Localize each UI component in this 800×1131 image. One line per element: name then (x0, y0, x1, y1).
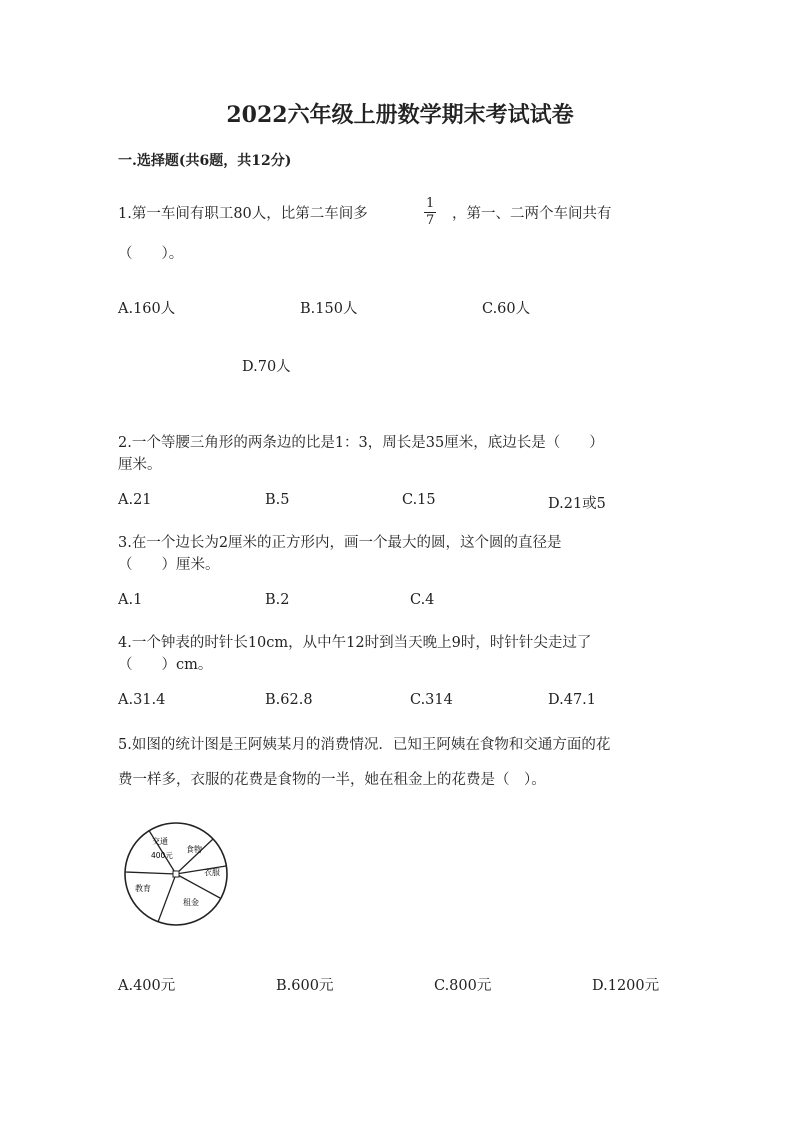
question-1-fraction (424, 196, 436, 229)
q4-option-c: C.314 (410, 692, 453, 708)
fraction-numerator: 1 (426, 196, 435, 211)
question-5-line-2: 费一样多，衣服的花费是食物的一半，她在租金上的花费是（ ）。 (118, 772, 546, 788)
q1-option-b: B.150人 (300, 301, 358, 317)
pie-center-marker (173, 871, 179, 877)
q5-option-d: D.1200元 (592, 978, 660, 994)
q2-option-a: A.21 (118, 492, 152, 508)
fraction-denominator: 7 (426, 213, 435, 228)
pie-label-jiaotong-amount: 400元 (151, 851, 173, 860)
question-1-text-c: （ ）。 (118, 246, 184, 262)
page-title: 2022六年级上册数学期末考试试卷 (226, 102, 574, 128)
pie-label-zujin: 租金 (183, 898, 199, 907)
pie-label-jiaoyu: 教育 (135, 884, 151, 893)
expense-pie-chart (120, 818, 245, 933)
question-2-line-2: 厘米。 (118, 457, 162, 473)
pie-divider-zujin-jiaoyu (158, 874, 176, 922)
q4-option-d: D.47.1 (548, 692, 597, 708)
q5-option-b: B.600元 (276, 978, 334, 994)
section-heading: 一.选择题(共6题，共12分) (118, 153, 292, 169)
q1-option-a: A.160人 (118, 301, 176, 317)
pie-divider-yifu-zujin (176, 874, 220, 898)
q3-option-a: A.1 (118, 592, 143, 608)
q5-option-a: A.400元 (118, 978, 176, 994)
q1-option-c: C.60人 (482, 301, 531, 317)
pie-label-shiwu: 食物 (186, 845, 202, 854)
q2-option-c: C.15 (402, 492, 436, 508)
q4-option-b: B.62.8 (265, 692, 313, 708)
q2-option-b: B.5 (265, 492, 290, 508)
question-4-line-1: 4.一个钟表的时针长10cm，从中午12时到当天晚上9时，时针针尖走过了 (118, 635, 592, 651)
q2-option-d: D.21或5 (548, 496, 606, 512)
question-1-text-a: 1.第一车间有职工80人，比第二车间多 (118, 206, 368, 222)
q3-option-b: B.2 (265, 592, 290, 608)
question-1-text-b: ，第一、二两个车间共有 (452, 206, 612, 222)
q5-option-c: C.800元 (434, 978, 492, 994)
q1-option-d: D.70人 (242, 359, 291, 375)
question-4-line-2: （ ）cm。 (118, 657, 213, 673)
q3-option-c: C.4 (410, 592, 435, 608)
question-5-line-1: 5.如图的统计图是王阿姨某月的消费情况．已知王阿姨在食物和交通方面的花 (118, 737, 611, 753)
pie-divider-jiaoyu-jiaotong (125, 872, 176, 874)
question-3-line-2: （ ）厘米。 (118, 557, 220, 573)
pie-label-yifu: 衣服 (204, 868, 220, 877)
q4-option-a: A.31.4 (118, 692, 166, 708)
question-2-line-1: 2.一个等腰三角形的两条边的比是1：3，周长是35厘米，底边长是（ ） (118, 435, 604, 451)
pie-label-jiaotong: 交通 (152, 837, 168, 846)
question-3-line-1: 3.在一个边长为2厘米的正方形内，画一个最大的圆，这个圆的直径是 (118, 535, 562, 551)
